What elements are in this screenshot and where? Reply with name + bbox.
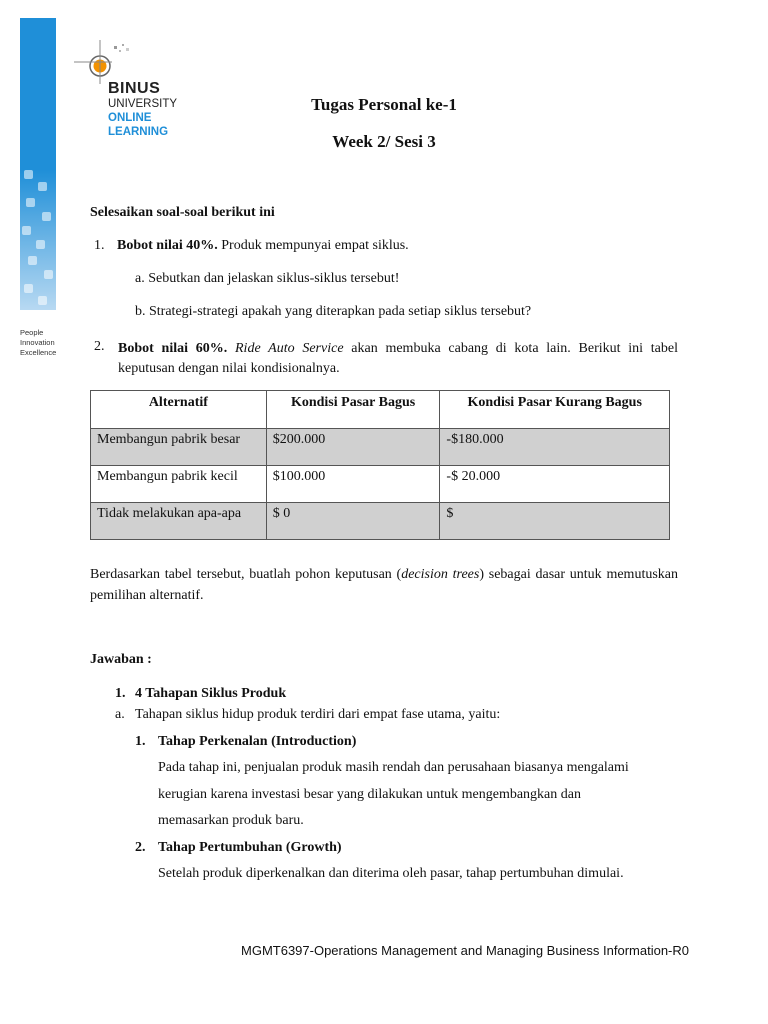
strip-pattern — [20, 160, 56, 310]
table-cell: $200.000 — [266, 429, 440, 466]
table-header-row — [91, 391, 670, 429]
table-header: Kondisi Pasar Kurang Bagus — [440, 391, 670, 429]
q2-text — [118, 339, 678, 379]
logo-binus: BINUS — [108, 80, 161, 97]
q1-text — [117, 238, 409, 254]
stage-2-line: Setelah produk diperkenalkan dan diterima oleh pasar, tahap pertumbuhan dimulai. — [158, 866, 624, 881]
table-cell: $ — [440, 503, 670, 540]
instruction-term: decision trees — [401, 567, 480, 582]
table-cell: -$ 20.000 — [440, 466, 670, 503]
q2-number: 2. — [94, 339, 105, 354]
table-row — [91, 466, 670, 503]
answer-heading: 4 Tahapan Siklus Produk — [135, 686, 287, 701]
table-row — [91, 503, 670, 540]
stage-2-title: Tahap Pertumbuhan (Growth) — [158, 840, 342, 855]
stage-2-number: 2. — [135, 840, 146, 855]
answer-heading-number: 1. — [115, 686, 126, 701]
binus-logo-mark-icon — [72, 36, 182, 86]
q2-company: Ride Auto Service — [235, 341, 344, 356]
answer-label: Jawaban : — [90, 652, 152, 667]
table-row — [91, 429, 670, 466]
instruction-text-post: ) sebagai dasar untuk memutuskan pemilihan alternatif. — [90, 567, 678, 603]
tagline-people: People — [20, 328, 44, 337]
tagline-innovation: Innovation — [20, 338, 55, 347]
stage-1-number: 1. — [135, 734, 146, 749]
tagline-excellence: Excellence — [20, 348, 57, 357]
logo-online: ONLINE — [108, 112, 152, 124]
q2-body: akan membuka cabang di kota lain. Berikut ini tabel keputusan dengan nilai kondisionalnya. — [118, 341, 678, 376]
table-cell: $ 0 — [266, 503, 440, 540]
answer-item-a-text: Tahapan siklus hidup produk terdiri dari empat fase utama, yaitu: — [135, 707, 501, 722]
binus-logo — [72, 36, 192, 146]
table-cell: $100.000 — [266, 466, 440, 503]
table-cell: Membangun pabrik kecil — [91, 466, 267, 503]
logo-university: UNIVERSITY — [108, 98, 178, 110]
table-cell: -$180.000 — [440, 429, 670, 466]
q1-number: 1. — [94, 238, 105, 253]
q1-body: Produk mempunyai empat siklus. — [217, 238, 409, 253]
tagline — [20, 328, 56, 358]
table-header: Kondisi Pasar Bagus — [266, 391, 440, 429]
stage-1-title: Tahap Perkenalan (Introduction) — [158, 734, 357, 749]
decision-tree-instruction — [90, 564, 678, 606]
logo-learning: LEARNING — [108, 126, 169, 138]
stage-1-line: kerugian karena investasi besar yang dilakukan untuk mengembangkan dan — [158, 787, 581, 802]
document-subtitle: Week 2/ Sesi 3 — [332, 132, 436, 151]
q1-item-a: a. Sebutkan dan jelaskan siklus-siklus tersebut! — [135, 271, 400, 286]
instructions-heading: Selesaikan soal-soal berikut ini — [90, 205, 275, 220]
table-cell: Membangun pabrik besar — [91, 429, 267, 466]
answer-item-a-label: a. — [115, 707, 125, 722]
document-title: Tugas Personal ke-1 — [311, 95, 457, 114]
q1-item-b: b. Strategi-strategi apakah yang diterapkan pada setiap siklus tersebut? — [135, 304, 532, 319]
q2-weight: Bobot nilai 60%. — [118, 341, 228, 356]
instruction-text-pre: Berdasarkan tabel tersebut, buatlah pohon keputusan ( — [90, 567, 402, 582]
table-header: Alternatif — [91, 391, 267, 429]
q1-weight: Bobot nilai 40%. — [117, 238, 218, 253]
stage-1-line: memasarkan produk baru. — [158, 813, 304, 828]
stage-1-line: Pada tahap ini, penjualan produk masih rendah dan perusahaan biasanya mengalami — [158, 760, 629, 775]
decision-table — [90, 390, 670, 540]
table-cell: Tidak melakukan apa-apa — [91, 503, 267, 540]
page-footer: MGMT6397-Operations Management and Managing Business Information-R0 — [241, 943, 690, 958]
